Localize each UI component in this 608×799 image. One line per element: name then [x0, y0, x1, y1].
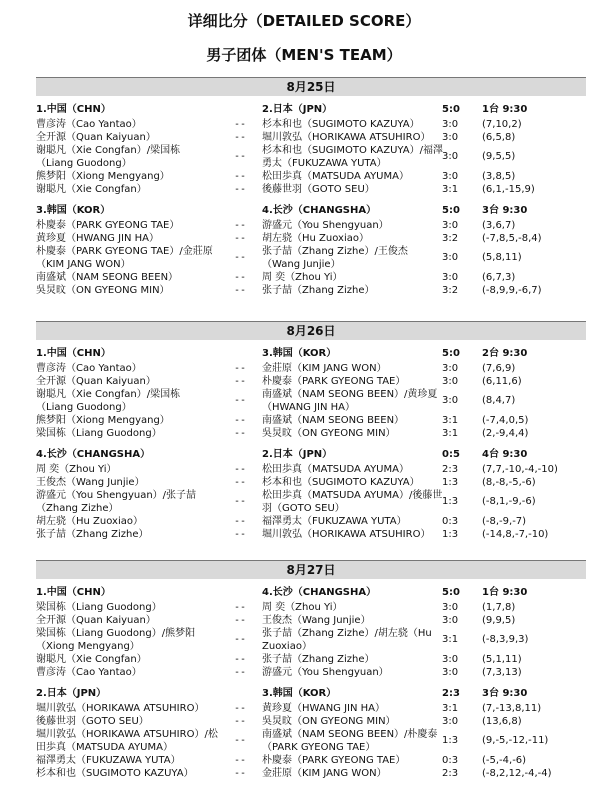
player-b: 松田歩真（MATSUDA AYUMA）: [262, 171, 409, 182]
player-b: 朴慶泰（PARK GYEONG TAE）: [262, 376, 406, 387]
player-b: 朴慶泰（PARK GYEONG TAE）: [262, 755, 406, 766]
team-b-name: 4.长沙（CHANGSHA）: [262, 205, 377, 216]
game-score: 1:3: [442, 735, 459, 746]
game-detail: (7,7,-10,-4,-10): [482, 464, 558, 475]
player-a: 後藤世羽（GOTO SEU）: [36, 716, 149, 727]
player-a: 梁国栋（Liang Guodong）/熊梦阳: [36, 628, 196, 639]
team-b-name: 2.日本（JPN）: [262, 104, 333, 115]
player-b: 王俊杰（Wang Junjie）: [262, 615, 371, 626]
player-a: 王俊杰（Wang Junjie）: [36, 477, 145, 488]
player-b: 杉本和也（SUGIMOTO KAZUYA）: [262, 477, 420, 488]
game-detail: (-5,-4,-6): [482, 755, 527, 766]
team-score: 5:0: [442, 104, 460, 115]
player-a: （Liang Guodong）: [36, 402, 132, 413]
team-a-name: 1.中国（CHN）: [36, 348, 111, 359]
separator-dash: --: [234, 395, 247, 406]
table-time: 3台 9:30: [482, 688, 528, 699]
separator-dash: --: [234, 667, 247, 678]
separator-dash: --: [234, 768, 247, 779]
player-a: 杉本和也（SUGIMOTO KAZUYA）: [36, 768, 194, 779]
player-a: 全开源（Quan Kaiyuan）: [36, 615, 156, 626]
game-detail: (-14,8,-7,-10): [482, 529, 549, 540]
game-detail: (6,7,3): [482, 272, 516, 283]
team-a-name: 1.中国（CHN）: [36, 587, 111, 598]
game-detail: (13,6,8): [482, 716, 522, 727]
separator-dash: --: [234, 755, 247, 766]
game-score: 3:0: [442, 272, 459, 283]
player-a: 朴慶泰（PARK GYEONG TAE）: [36, 220, 180, 231]
separator-dash: --: [234, 615, 247, 626]
player-a: （KIM JANG WON）: [36, 259, 131, 270]
team-score: 5:0: [442, 348, 460, 359]
player-a: （Liang Guodong）: [36, 158, 132, 169]
separator-dash: --: [234, 428, 247, 439]
separator-dash: --: [234, 477, 247, 488]
game-detail: (2,-9,4,4): [482, 428, 529, 439]
separator-dash: --: [234, 516, 247, 527]
player-a: 谢聪凡（Xie Congfan）: [36, 184, 147, 195]
player-a: 南盛斌（NAM SEONG BEEN）: [36, 272, 179, 283]
game-detail: (7,10,2): [482, 119, 522, 130]
player-a: 谢聪凡（Xie Congfan）/梁国栋: [36, 145, 181, 156]
game-score: 3:2: [442, 233, 459, 244]
separator-dash: --: [234, 602, 247, 613]
game-score: 3:0: [442, 716, 459, 727]
game-score: 3:0: [442, 119, 459, 130]
game-score: 3:0: [442, 376, 459, 387]
player-b: （Wang Junjie）: [262, 259, 341, 270]
divider: [36, 560, 586, 561]
player-a: 周 奕（Zhou Yi）: [36, 464, 117, 475]
separator-dash: --: [234, 496, 247, 507]
game-detail: (7,3,13): [482, 667, 522, 678]
game-score: 3:2: [442, 285, 459, 296]
separator-dash: --: [234, 184, 247, 195]
game-score: 3:0: [442, 363, 459, 374]
player-b: 堀川敦弘（HORIKAWA ATSUHIRO）: [262, 132, 431, 143]
game-score: 3:0: [442, 132, 459, 143]
player-b: 後藤世羽（GOTO SEU）: [262, 184, 375, 195]
game-score: 3:0: [442, 171, 459, 182]
game-score: 1:3: [442, 496, 459, 507]
page-title: 详细比分（DETAILED SCORE）: [187, 12, 421, 30]
team-score: 0:5: [442, 449, 460, 460]
game-score: 3:1: [442, 184, 459, 195]
divider: [36, 321, 586, 322]
game-detail: (3,8,5): [482, 171, 516, 182]
game-detail: (9,5,5): [482, 151, 516, 162]
player-b: 黄珍夏（HWANG JIN HA）: [262, 703, 386, 714]
separator-dash: --: [234, 220, 247, 231]
team-score: 5:0: [442, 205, 460, 216]
game-detail: (8,-8,-5,-6): [482, 477, 536, 488]
player-b: 张子喆（Zhang Zizhe）: [262, 654, 375, 665]
player-a: 张子喆（Zhang Zizhe）: [36, 529, 149, 540]
team-a-name: 3.韩国（KOR）: [36, 205, 111, 216]
team-a-name: 1.中国（CHN）: [36, 104, 111, 115]
player-a: 曹彦涛（Cao Yantao）: [36, 363, 142, 374]
separator-dash: --: [234, 252, 247, 263]
player-b: 游盛元（You Shengyuan）: [262, 220, 389, 231]
player-b: 松田歩真（MATSUDA AYUMA）: [262, 464, 409, 475]
game-detail: (8,4,7): [482, 395, 516, 406]
game-score: 1:3: [442, 529, 459, 540]
player-b: 吳炅旼（ON GYEONG MIN）: [262, 428, 396, 439]
player-a: 黄珍夏（HWANG JIN HA）: [36, 233, 160, 244]
separator-dash: --: [234, 464, 247, 475]
player-a: 熊梦阳（Xiong Mengyang）: [36, 171, 170, 182]
game-detail: (-8,-9,-7): [482, 516, 527, 527]
game-detail: (6,1,-15,9): [482, 184, 535, 195]
player-b: 杉本和也（SUGIMOTO KAZUYA）: [262, 119, 420, 130]
game-score: 3:0: [442, 654, 459, 665]
player-a: 福澤勇太（FUKUZAWA YUTA）: [36, 755, 181, 766]
player-a: 吳炅旼（ON GYEONG MIN）: [36, 285, 170, 296]
player-a: 梁国栋（Liang Guodong）: [36, 428, 162, 439]
player-b: 周 奕（Zhou Yi）: [262, 602, 343, 613]
separator-dash: --: [234, 634, 247, 645]
date-header: 8月25日: [36, 78, 586, 96]
team-b-name: 2.日本（JPN）: [262, 449, 333, 460]
team-b-name: 4.长沙（CHANGSHA）: [262, 587, 377, 598]
player-a: 全开源（Quan Kaiyuan）: [36, 376, 156, 387]
separator-dash: --: [234, 529, 247, 540]
separator-dash: --: [234, 376, 247, 387]
game-score: 3:0: [442, 151, 459, 162]
game-score: 2:3: [442, 464, 459, 475]
game-detail: (5,1,11): [482, 654, 522, 665]
player-b: 胡左骁（Hu Zuoxiao）: [262, 233, 369, 244]
game-score: 3:0: [442, 252, 459, 263]
game-detail: (-8,1,-9,-6): [482, 496, 536, 507]
player-b: Zuoxiao）: [262, 641, 312, 652]
table-time: 2台 9:30: [482, 348, 528, 359]
separator-dash: --: [234, 363, 247, 374]
game-detail: (3,6,7): [482, 220, 516, 231]
player-b: 张子喆（Zhang Zizhe）/王俊杰: [262, 246, 408, 257]
player-b: 南盛斌（NAM SEONG BEEN）: [262, 415, 405, 426]
team-a-name: 2.日本（JPN）: [36, 688, 107, 699]
game-score: 1:3: [442, 477, 459, 488]
player-b: 金莊原（KIM JANG WON）: [262, 768, 387, 779]
game-score: 3:0: [442, 667, 459, 678]
game-detail: (-7,4,0,5): [482, 415, 529, 426]
separator-dash: --: [234, 132, 247, 143]
game-score: 3:0: [442, 615, 459, 626]
separator-dash: --: [234, 233, 247, 244]
player-b: 金莊原（KIM JANG WON）: [262, 363, 387, 374]
player-b: （PARK GYEONG TAE）: [262, 742, 376, 753]
player-b: 吳炅旼（ON GYEONG MIN）: [262, 716, 396, 727]
game-score: 3:0: [442, 395, 459, 406]
game-detail: (9,-5,-12,-11): [482, 735, 549, 746]
separator-dash: --: [234, 119, 247, 130]
game-score: 0:3: [442, 755, 459, 766]
team-a-name: 4.长沙（CHANGSHA）: [36, 449, 151, 460]
separator-dash: --: [234, 415, 247, 426]
player-b: 游盛元（You Shengyuan）: [262, 667, 389, 678]
separator-dash: --: [234, 272, 247, 283]
game-detail: (-8,3,9,3): [482, 634, 529, 645]
game-detail: (9,9,5): [482, 615, 516, 626]
player-b: 周 奕（Zhou Yi）: [262, 272, 343, 283]
separator-dash: --: [234, 285, 247, 296]
game-detail: (-7,8,5,-8,4): [482, 233, 542, 244]
player-a: 曹彦涛（Cao Yantao）: [36, 119, 142, 130]
player-b: 张子喆（Zhang Zizhe）: [262, 285, 375, 296]
player-b: 福澤勇太（FUKUZAWA YUTA）: [262, 516, 407, 527]
separator-dash: --: [234, 171, 247, 182]
game-detail: (6,5,8): [482, 132, 516, 143]
player-b: 张子喆（Zhang Zizhe）/胡左骁（Hu: [262, 628, 432, 639]
player-b: 杉本和也（SUGIMOTO KAZUYA）/福澤: [262, 145, 443, 156]
table-time: 1台 9:30: [482, 104, 528, 115]
table-time: 1台 9:30: [482, 587, 528, 598]
game-score: 2:3: [442, 768, 459, 779]
player-a: 谢聪凡（Xie Congfan）/梁国栋: [36, 389, 181, 400]
player-b: （HWANG JIN HA）: [262, 402, 356, 413]
game-detail: (7,-13,8,11): [482, 703, 542, 714]
divider: [36, 77, 586, 78]
game-score: 3:1: [442, 428, 459, 439]
player-a: 梁国栋（Liang Guodong）: [36, 602, 162, 613]
game-detail: (1,7,8): [482, 602, 516, 613]
separator-dash: --: [234, 151, 247, 162]
player-a: 堀川敦弘（HORIKAWA ATSUHIRO）/松: [36, 729, 218, 740]
player-a: 朴慶泰（PARK GYEONG TAE）/金莊原: [36, 246, 213, 257]
player-a: 全开源（Quan Kaiyuan）: [36, 132, 156, 143]
event-title: 男子团体（MEN'S TEAM）: [206, 46, 402, 64]
player-b: 勇太（FUKUZAWA YUTA）: [262, 158, 387, 169]
player-b: 羽（GOTO SEU）: [262, 503, 345, 514]
player-b: 南盛斌（NAM SEONG BEEN）/朴慶泰: [262, 729, 438, 740]
game-detail: (-8,2,12,-4,-4): [482, 768, 552, 779]
player-a: 曹彦涛（Cao Yantao）: [36, 667, 142, 678]
separator-dash: --: [234, 654, 247, 665]
game-score: 3:1: [442, 415, 459, 426]
game-score: 3:0: [442, 220, 459, 231]
player-b: 南盛斌（NAM SEONG BEEN）/黄珍夏: [262, 389, 438, 400]
player-b: 松田歩真（MATSUDA AYUMA）/後藤世: [262, 490, 443, 501]
table-time: 4台 9:30: [482, 449, 528, 460]
player-a: 田歩真（MATSUDA AYUMA）: [36, 742, 173, 753]
separator-dash: --: [234, 716, 247, 727]
player-a: 堀川敦弘（HORIKAWA ATSUHIRO）: [36, 703, 205, 714]
separator-dash: --: [234, 703, 247, 714]
game-detail: (6,11,6): [482, 376, 522, 387]
player-b: 堀川敦弘（HORIKAWA ATSUHIRO）: [262, 529, 431, 540]
date-header: 8月27日: [36, 561, 586, 579]
player-a: 谢聪凡（Xie Congfan）: [36, 654, 147, 665]
game-detail: (5,8,11): [482, 252, 522, 263]
player-a: 胡左骁（Hu Zuoxiao）: [36, 516, 143, 527]
team-score: 5:0: [442, 587, 460, 598]
table-time: 3台 9:30: [482, 205, 528, 216]
team-score: 2:3: [442, 688, 460, 699]
game-detail: (7,6,9): [482, 363, 516, 374]
game-detail: (-8,9,9,-6,7): [482, 285, 542, 296]
player-a: 游盛元（You Shengyuan）/张子喆: [36, 490, 197, 501]
game-score: 0:3: [442, 516, 459, 527]
game-score: 3:0: [442, 602, 459, 613]
player-a: 熊梦阳（Xiong Mengyang）: [36, 415, 170, 426]
separator-dash: --: [234, 735, 247, 746]
date-header: 8月26日: [36, 322, 586, 340]
team-b-name: 3.韩国（KOR）: [262, 688, 337, 699]
player-a: （Xiong Mengyang）: [36, 641, 140, 652]
player-a: （Zhang Zizhe）: [36, 503, 119, 514]
team-b-name: 3.韩国（KOR）: [262, 348, 337, 359]
game-score: 3:1: [442, 634, 459, 645]
game-score: 3:1: [442, 703, 459, 714]
